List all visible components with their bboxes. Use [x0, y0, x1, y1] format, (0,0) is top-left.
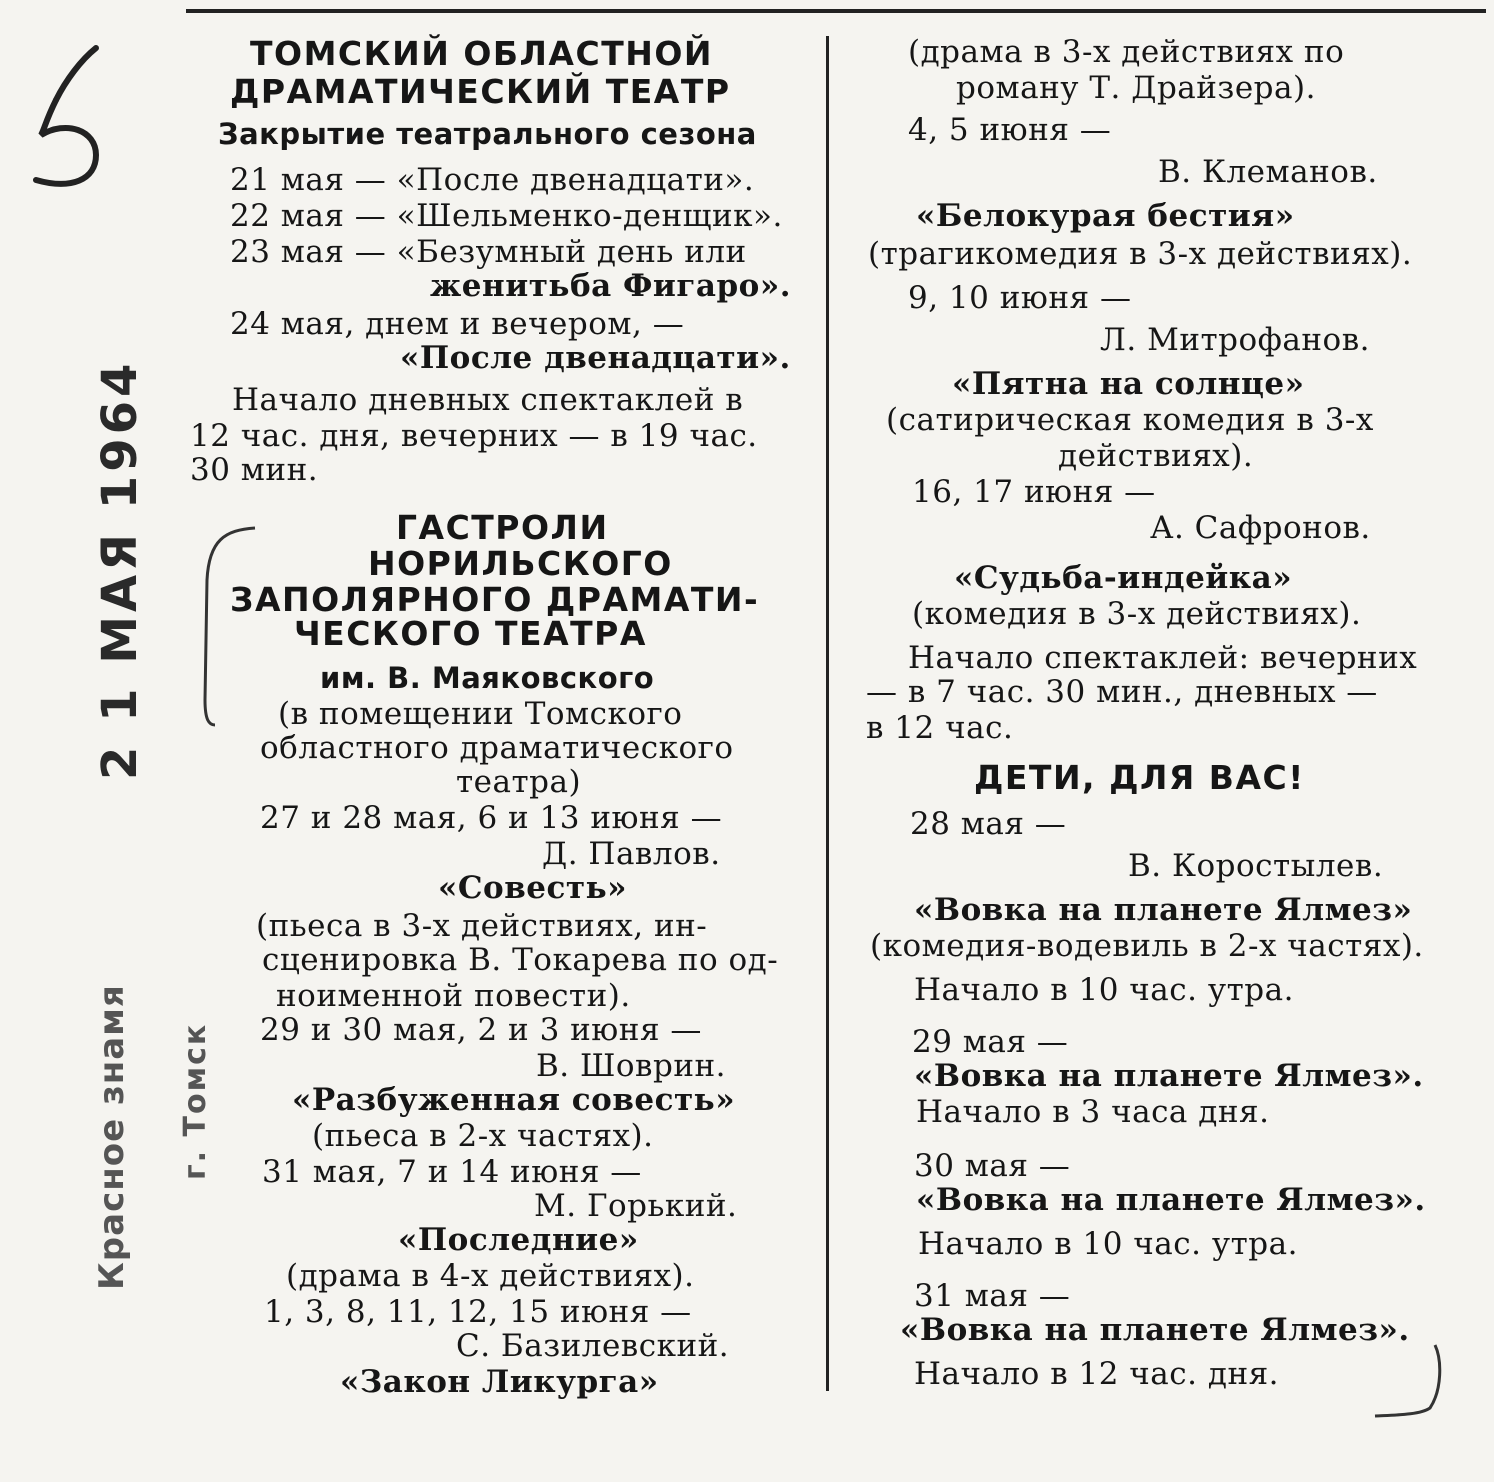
times-line: Начало в 12 час. дня. — [914, 1356, 1280, 1392]
description-line: (пьеса в 3-х действиях, ин- — [256, 908, 708, 944]
description-line: (драма в 4-х действиях). — [286, 1258, 695, 1294]
tomsk-theatre-title-2: ДРАМАТИЧЕСКИЙ ТЕАТР — [230, 72, 731, 111]
times-line: Начало в 10 час. утра. — [914, 972, 1294, 1008]
city-stamp: г. Томск — [178, 1022, 213, 1180]
description-line: (сатирическая комедия в 3-х — [886, 402, 1374, 438]
author-line: В. Клеманов. — [1158, 154, 1378, 190]
times-line: Начало спектаклей: вечерних — [908, 640, 1418, 676]
play-title: «Закон Ликурга» — [340, 1364, 659, 1400]
venue-line: областного драматического — [260, 730, 734, 766]
listing-line: 30 мая — — [914, 1148, 1071, 1184]
description-line: роману Т. Драйзера). — [956, 70, 1316, 106]
description-line: (пьеса в 2-х частях). — [312, 1118, 654, 1154]
tour-heading-2: НОРИЛЬСКОГО — [368, 544, 673, 583]
venue-line: (в помещении Томского — [278, 696, 683, 732]
play-title: «Пятна на солнце» — [952, 366, 1305, 402]
top-rule — [186, 9, 1486, 13]
description-line: сценировка В. Токарева по од- — [262, 942, 779, 978]
author-line: М. Горький. — [534, 1188, 738, 1224]
listing-line: женитьба Фигаро». — [430, 268, 792, 304]
listing-line: 16, 17 июня — — [912, 474, 1156, 510]
listing-line: 31 мая, 7 и 14 июня — — [262, 1154, 642, 1190]
author-line: Д. Павлов. — [542, 836, 721, 872]
listing-line: 22 мая — «Шельменко-денщик». — [230, 198, 783, 234]
source-stamp: Красное знамя — [92, 984, 132, 1290]
description-line: (комедия-водевиль в 2-х частях). — [870, 928, 1424, 964]
author-line: А. Сафронов. — [1150, 510, 1371, 546]
play-title: «Вовка на планете Ялмез». — [916, 1182, 1426, 1218]
description-line: действиях). — [1058, 438, 1254, 474]
times-line: Начало в 3 часа дня. — [916, 1094, 1270, 1130]
listing-line: 31 мая — — [914, 1278, 1071, 1314]
listing-line: 29 мая — — [912, 1024, 1069, 1060]
listing-line: 29 и 30 мая, 2 и 3 июня — — [260, 1012, 702, 1048]
description-line: (трагикомедия в 3-х действиях). — [868, 236, 1413, 272]
kids-heading: ДЕТИ, ДЛЯ ВАС! — [974, 758, 1305, 797]
play-title: «Совесть» — [438, 870, 627, 906]
listing-line: 21 мая — «После двенадцати». — [230, 162, 755, 198]
author-line: Л. Митрофанов. — [1100, 322, 1371, 358]
listing-line: 24 мая, днем и вечером, — — [230, 306, 685, 342]
venue-line: театра) — [456, 764, 582, 800]
column-divider — [826, 36, 829, 1391]
listing-line: 1, 3, 8, 11, 12, 15 июня — — [264, 1294, 692, 1330]
tour-subheading: им. В. Маяковского — [320, 661, 655, 695]
description-line: (комедия в 3-х действиях). — [912, 596, 1362, 632]
times-line: Начало в 10 час. утра. — [918, 1226, 1298, 1262]
play-title: «Разбуженная совесть» — [292, 1082, 736, 1118]
author-line: В. Коростылев. — [1128, 848, 1384, 884]
pencil-bracket-mark — [195, 520, 265, 730]
play-title: «Вовка на планете Ялмез». — [914, 1058, 1424, 1094]
handwritten-number-5 — [26, 40, 106, 190]
tour-heading-1: ГАСТРОЛИ — [396, 508, 609, 547]
date-stamp: 2 1 МАЯ 1964 — [92, 359, 148, 780]
play-title: «Последние» — [398, 1222, 639, 1258]
play-title: «Судьба-индейка» — [954, 560, 1293, 596]
times-line: 12 час. дня, вечерних — в 19 час. — [190, 418, 758, 454]
season-closing-heading: Закрытие театрального сезона — [218, 117, 757, 151]
times-line: 30 мин. — [190, 452, 319, 488]
author-line: С. Базилевский. — [456, 1328, 730, 1364]
tomsk-theatre-title-1: ТОМСКИЙ ОБЛАСТНОЙ — [250, 34, 713, 73]
listing-line: 27 и 28 мая, 6 и 13 июня — — [260, 800, 723, 836]
play-title: «Вовка на планете Ялмез». — [900, 1312, 1410, 1348]
listing-line: 23 мая — «Безумный день или — [230, 234, 747, 270]
listing-line: 4, 5 июня — — [908, 112, 1112, 148]
listing-line: 9, 10 июня — — [908, 280, 1132, 316]
times-line: Начало дневных спектаклей в — [232, 382, 744, 418]
tour-heading-4: ЧЕСКОГО ТЕАТРА — [294, 614, 647, 653]
description-line: ноименной повести). — [276, 978, 631, 1014]
times-line: — в 7 час. 30 мин., дневных — — [866, 674, 1378, 710]
play-title: «Белокурая бестия» — [916, 198, 1295, 234]
tour-heading-3: ЗАПОЛЯРНОГО ДРАМАТИ- — [230, 580, 760, 619]
play-title: «Вовка на планете Ялмез» — [914, 892, 1413, 928]
listing-line: «После двенадцати». — [400, 340, 791, 376]
listing-line: 28 мая — — [910, 806, 1067, 842]
times-line: в 12 час. — [866, 710, 1014, 746]
pencil-corner-mark — [1370, 1340, 1460, 1430]
author-line: В. Шоврин. — [536, 1048, 727, 1084]
description-line: (драма в 3-х действиях по — [908, 34, 1345, 70]
